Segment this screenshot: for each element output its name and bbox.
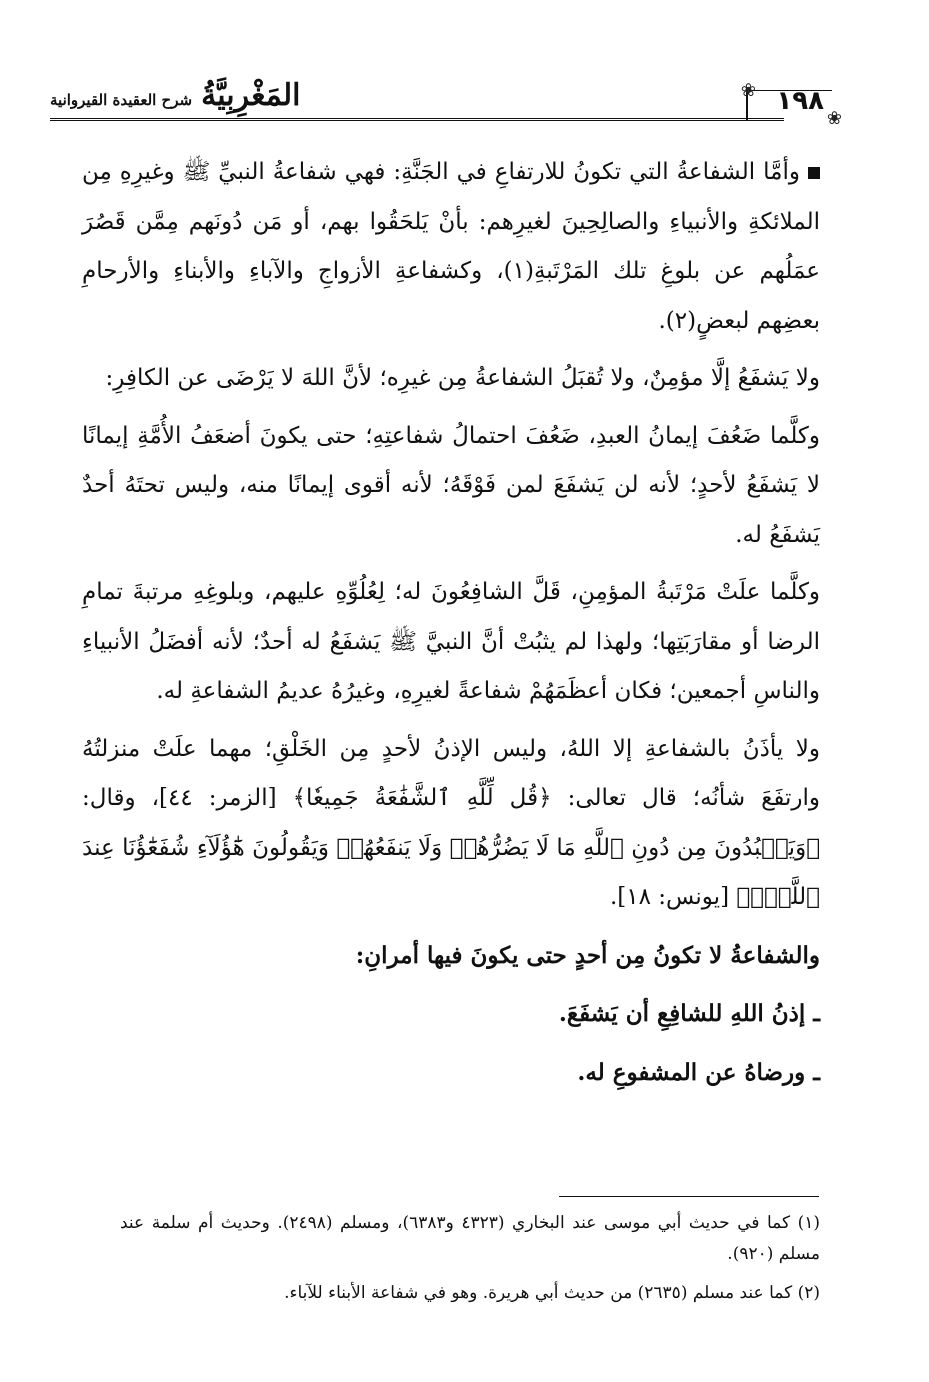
header-rule (50, 118, 784, 121)
ornament-icon: ❀ (740, 80, 756, 101)
page-number-box (730, 80, 842, 129)
running-title (50, 78, 301, 113)
paragraph: وكلَّما علَتْ مَرْتَبةُ المؤمِنِ، قَلَّ الشافِعُونَ له؛ لِعُلُوِّهِ عليهم، وبلوغِهِ مرتبةَ تمامِ الرضا أو مقارَبَتِها؛ ولهذا لم يثبُتْ أنَّ النبيَّ ﷺ يَشفَعُ له أحدٌ؛ لأنه أفضَلُ الأنبياءِ والناسِ أجمعين؛ فكان أعظَمَهُمْ شفاعةً لغيرِهِ، وغيرُهُ عديمُ الشفاعةِ له. (82, 579, 820, 704)
footnote-rule (559, 1196, 819, 1197)
list-item (82, 989, 820, 1040)
paragraph: ولا يأذَنُ بالشفاعةِ إلا اللهُ، وليس الإذنُ لأحدٍ مِن الخَلْقِ؛ مهما علَتْ منزلتُهُ وارتفَعَ شأنُه؛ قال تعالى: ﴿قُل لِّلَّهِ ٱلشَّفَٰعَةُ جَمِيعٗا﴾ [الزمر: ٤٤]، وقال: ﴿وَيَعۡبُدُونَ مِن دُونِ ٱللَّهِ مَا لَا يَضُرُّهُمۡ وَلَا يَنفَعُهُمۡ وَيَقُولُونَ هَٰٓؤُلَآءِ شُفَعَٰٓؤُنَا عِندَ ٱللَّهِۚ﴾ [يونس: ١٨]. (82, 735, 821, 910)
page-number: ١٩٨ (776, 86, 824, 116)
main-text (82, 148, 820, 1106)
list-item-text: ـ ورضاهُ عن المشفوعِ له. (577, 1058, 820, 1086)
ornament-icon: ❀ (826, 108, 842, 129)
book-title: المَغْرِبِيَّةُ (201, 78, 301, 113)
footnote: (١) كما في حديث أبي موسى عند البخاري (٤٣٢٣ و٦٣٨٣)، ومسلم (٢٤٩٨). وحديث أم سلمة عند مسلم (٩٢٠). (120, 1213, 821, 1264)
paragraph: ولا يَشفَعُ إلَّا مؤمِنٌ، ولا تُقبَلُ الشفاعةُ مِن غيرِه؛ لأنَّ اللهَ لا يَرْضَى عن الكافِرِ: (105, 365, 820, 391)
paragraph (82, 148, 820, 346)
page-header (50, 62, 842, 129)
paragraph-text: وأمَّا الشفاعةُ التي تكونُ للارتفاعِ في الجَنَّةِ: فهي شفاعةُ النبيِّ ﷺ وغيرِهِ مِن الملائكةِ والأنبياءِ والصالِحِينَ لغيرِهم: بأنْ يَلحَقُوا بهم، أو مَن دُونَهم مِمَّن قَصُرَ عمَلُهم عن بلوغِ تلك المَرْتَبةِ(١)، وكشفاعةِ الأزواجِ والآباءِ والأبناءِ والأرحامِ بعضِهم لبعضٍ(٢). (82, 159, 820, 334)
footnote: (٢) كما عند مسلم (٢٦٣٥) من حديث أبي هريرة. وهو في شفاعة الأبناء للآباء. (284, 1283, 820, 1303)
footnotes (120, 1208, 820, 1317)
square-bullet-icon (808, 167, 820, 179)
paragraph: وكلَّما ضَعُفَ إيمانُ العبدِ، ضَعُفَ احتمالُ شفاعتِهِ؛ حتى يكونَ أضعَفُ الأُمَّةِ إيمانًا لا يَشفَعُ لأحدٍ؛ لأنه لن يَشفَعَ لمن فَوْقَهُ؛ لأنه أقوى إيمانًا منه، وليس تحتَهُ أحدٌ يَشفَعُ له. (82, 422, 820, 548)
paragraph-bold (82, 931, 820, 982)
conditions-heading: والشفاعةُ لا تكونُ مِن أحدٍ حتى يكونَ فيها أمرانِ: (355, 941, 820, 969)
book-subtitle: شرح العقيدة القيروانية (50, 91, 193, 109)
list-item (82, 1048, 820, 1099)
list-item-text: ـ إذنُ اللهِ للشافِعِ أن يَشفَعَ. (558, 1000, 820, 1027)
